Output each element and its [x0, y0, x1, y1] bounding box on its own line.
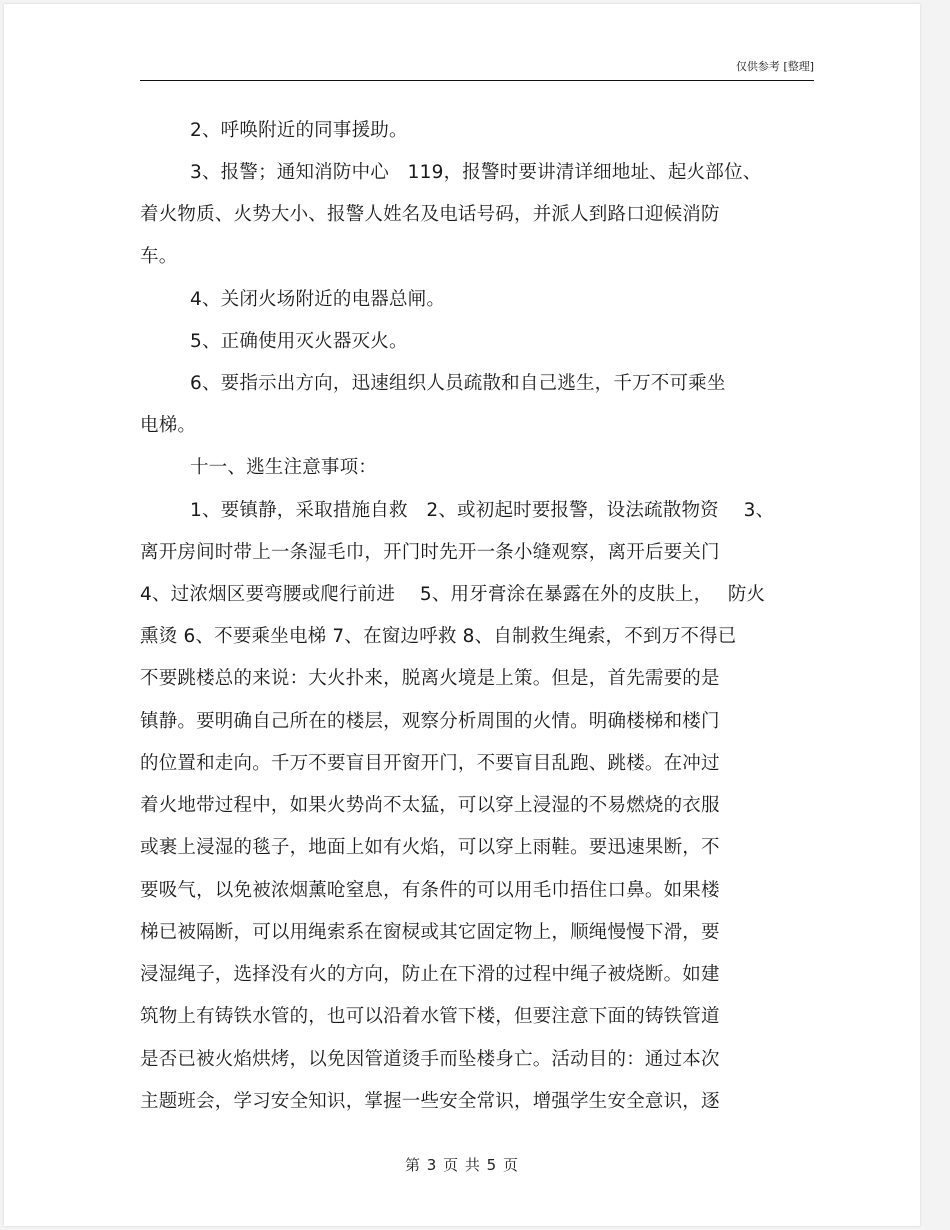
- text-line: 车。: [140, 246, 178, 267]
- text-line: 或裹上浸湿的毯子，地面上如有火焰，可以穿上雨鞋。要迅速果断，不: [140, 837, 720, 858]
- text-line: 要吸气，以免被浓烟薰呛窒息，有条件的可以用毛巾捂住口鼻。如果楼: [140, 880, 720, 901]
- text-line: 熏烫 6、不要乘坐电梯 7、在窗边呼救 8、自制救生绳索，不到万不得已: [140, 626, 737, 647]
- text-line: 梯已被隔断，可以用绳索系在窗棂或其它固定物上，顺绳慢慢下滑，要: [140, 922, 720, 943]
- text-line: 4、关闭火场附近的电器总闸。: [190, 289, 446, 310]
- text-line: 电梯。: [140, 415, 197, 436]
- text-line: 4、过浓烟区要弯腰或爬行前进 5、用牙膏涂在暴露在外的皮肤上， 防火: [140, 584, 766, 605]
- text-line: 着火地带过程中，如果火势尚不太猛，可以穿上浸湿的不易燃烧的衣服: [140, 795, 720, 816]
- header-text: 仅供参考 [整理]: [735, 60, 814, 73]
- text-line: 镇静。要明确自己所在的楼层，观察分析周围的火情。明确楼梯和楼门: [140, 711, 720, 732]
- text-line: 是否已被火焰烘烤，以免因管道烫手而坠楼身亡。活动目的：通过本次: [140, 1049, 720, 1070]
- text-line: 的位置和走向。千万不要盲目开窗开门，不要盲目乱跑、跳楼。在冲过: [140, 753, 720, 774]
- text-line: 筑物上有铸铁水管的，也可以沿着水管下楼，但要注意下面的铸铁管道: [140, 1006, 720, 1027]
- document-page: [4, 4, 920, 1226]
- text-line: 着火物质、火势大小、报警人姓名及电话号码，并派人到路口迎候消防: [140, 204, 720, 225]
- text-line: 1、要镇静，采取措施自救 2、或初起时要报警，设法疏散物资 3、: [190, 500, 775, 521]
- text-line: 浸湿绳子，选择没有火的方向，防止在下滑的过程中绳子被烧断。如建: [140, 964, 720, 985]
- page-header: [140, 52, 814, 81]
- page-footer: 第 3 页 共 5 页: [405, 1156, 519, 1174]
- text-line: 3、报警；通知消防中心 119，报警时要讲清详细地址、起火部位、: [190, 162, 762, 183]
- text-line: 主题班会，学习安全知识，掌握一些安全常识，增强学生安全意识，逐: [140, 1091, 720, 1112]
- text-line: 离开房间时带上一条湿毛巾，开门时先开一条小缝观察，离开后要关门: [140, 542, 720, 563]
- text-line: 十一、逃生注意事项：: [190, 457, 378, 478]
- text-line: 不要跳楼总的来说：大火扑来，脱离火境是上策。但是，首先需要的是: [140, 668, 720, 689]
- text-line: 5、正确使用灭火器灭火。: [190, 331, 408, 352]
- text-line: 2、呼唤附近的同事援助。: [190, 120, 408, 141]
- text-line: 6、要指示出方向，迅速组织人员疏散和自己逃生，千万不可乘坐: [190, 373, 726, 394]
